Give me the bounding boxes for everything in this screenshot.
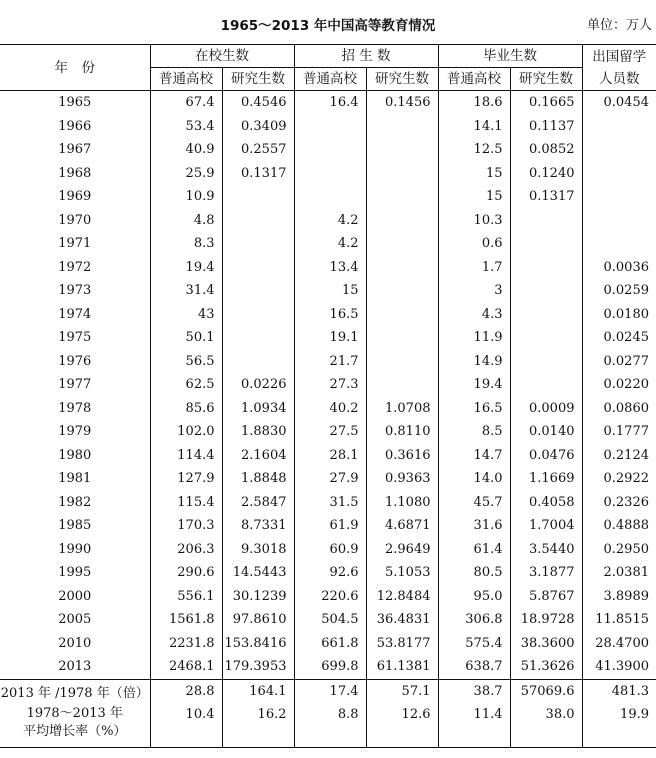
cell-value: 16.5 [438,397,510,421]
year-cell: 1990 [58,541,92,557]
year-cell: 1980 [58,447,92,463]
year-cell: 1970 [58,212,92,228]
cell-value: 5.8767 [510,585,582,609]
cell-value [222,232,294,256]
cell-value: 0.0860 [582,397,656,421]
cell-value: 12.5 [438,138,510,162]
table-row [0,538,656,562]
cell-value: 127.9 [150,467,222,491]
cell-value: 8.8 [294,703,366,748]
cell-value: 21.7 [294,350,366,374]
cell-value: 61.4 [438,538,510,562]
table-row [0,491,656,515]
cell-value: 15 [294,279,366,303]
cell-value: 1.7 [438,256,510,280]
table-row [0,115,656,139]
table-row [0,91,656,115]
cell-value: 97.8610 [222,608,294,632]
cell-value: 1.7004 [510,514,582,538]
cell-value: 0.1456 [366,91,438,115]
cell-value: 4.2 [294,209,366,233]
cell-value: 0.4546 [222,91,294,115]
cell-value: 0.0220 [582,373,656,397]
cell-value: 10.9 [150,185,222,209]
cell-value [582,138,656,162]
cell-value: 61.9 [294,514,366,538]
year-cell: 1985 [58,518,92,534]
year-cell: 1982 [58,494,92,510]
cell-value: 0.4058 [510,491,582,515]
cell-value: 0.2557 [222,138,294,162]
cell-value: 0.0140 [510,420,582,444]
cell-value: 11.9 [438,326,510,350]
cell-value [366,279,438,303]
table-row [0,632,656,656]
cell-value: 2.1604 [222,444,294,468]
cell-value: 28.8 [150,679,222,703]
cell-value: 10.3 [438,209,510,233]
cell-value: 0.1777 [582,420,656,444]
year-cell: 1974 [58,306,92,322]
cell-value [366,373,438,397]
cell-value: 27.5 [294,420,366,444]
subheader-regular: 普通高校 [294,68,366,91]
cell-value: 19.4 [150,256,222,280]
cell-value: 0.1240 [510,162,582,186]
table-row [0,608,656,632]
table-row [0,397,656,421]
year-cell: 1995 [58,565,92,581]
table-row [0,350,656,374]
cell-value: 27.9 [294,467,366,491]
ratio-row [0,679,656,703]
cell-value [222,326,294,350]
cell-value: 0.0454 [582,91,656,115]
cell-value: 14.5443 [222,561,294,585]
subheader-postgrad: 研究生数 [510,68,582,91]
cell-value: 556.1 [150,585,222,609]
row-label [0,703,150,748]
year-cell: 1976 [58,353,92,369]
cell-value: 3 [438,279,510,303]
education-table [0,44,656,748]
cell-value: 61.1381 [366,655,438,679]
cell-value: 41.3900 [582,655,656,679]
cell-value: 0.1317 [510,185,582,209]
cell-value: 19.4 [438,373,510,397]
cell-value: 14.7 [438,444,510,468]
year-cell: 2000 [58,588,92,604]
year-cell: 1979 [58,424,92,440]
cell-value: 12.8484 [366,585,438,609]
cell-value: 57.1 [366,679,438,703]
cell-value [510,303,582,327]
cell-value: 31.5 [294,491,366,515]
year-cell: 1978 [58,400,92,416]
cell-value: 4.2 [294,232,366,256]
cell-value: 67.4 [150,91,222,115]
cell-value: 102.0 [150,420,222,444]
cell-value [510,350,582,374]
cell-value: 45.7 [438,491,510,515]
cell-value: 4.8 [150,209,222,233]
year-header: 年 份 [0,45,150,91]
cell-value: 11.4 [438,703,510,748]
cell-value [366,209,438,233]
cell-value: 40.9 [150,138,222,162]
cell-value [510,279,582,303]
cell-value: 0.8110 [366,420,438,444]
cell-value: 27.3 [294,373,366,397]
subheader-postgrad: 研究生数 [222,68,294,91]
year-cell: 2005 [58,612,92,628]
cell-value: 481.3 [582,679,656,703]
table-row [0,585,656,609]
subheader-regular: 普通高校 [438,68,510,91]
cell-value [510,209,582,233]
year-cell: 1977 [58,377,92,393]
table-row [0,561,656,585]
cell-value: 0.0180 [582,303,656,327]
cell-value: 0.0245 [582,326,656,350]
cell-value: 28.1 [294,444,366,468]
abroad-header: 出国留学人员数 [582,45,656,91]
cell-value: 0.1137 [510,115,582,139]
year-cell: 1972 [58,259,92,275]
table-row [0,185,656,209]
year-cell: 1975 [58,330,92,346]
table-row [0,232,656,256]
cell-value [366,162,438,186]
cell-value: 53.4 [150,115,222,139]
cell-value: 15 [438,162,510,186]
table-row [0,279,656,303]
cell-value: 40.2 [294,397,366,421]
year-cell: 2010 [58,635,92,651]
cell-value: 31.4 [150,279,222,303]
table-row [0,514,656,538]
cell-value: 14.0 [438,467,510,491]
cell-value [294,138,366,162]
cell-value [222,279,294,303]
cell-value: 38.0 [510,703,582,748]
table-row [0,655,656,679]
year-cell: 1967 [58,142,92,158]
cell-value: 0.1665 [510,91,582,115]
cell-value: 0.0852 [510,138,582,162]
cell-value: 114.4 [150,444,222,468]
year-cell: 1971 [58,236,92,252]
cell-value [366,115,438,139]
table-row [0,162,656,186]
year-cell: 1966 [58,118,92,134]
cell-value: 290.6 [150,561,222,585]
cell-value: 504.5 [294,608,366,632]
cell-value [366,138,438,162]
cell-value: 0.6 [438,232,510,256]
table-row [0,303,656,327]
cell-value: 179.3953 [222,655,294,679]
cell-value: 220.6 [294,585,366,609]
cell-value: 80.5 [438,561,510,585]
cell-value: 18.6 [438,91,510,115]
cell-value: 53.8177 [366,632,438,656]
cell-value: 16.4 [294,91,366,115]
cell-value: 15 [438,185,510,209]
cell-value: 36.4831 [366,608,438,632]
cell-value [366,232,438,256]
cell-value: 10.4 [150,703,222,748]
cell-value [222,350,294,374]
cell-value [366,326,438,350]
year-cell: 1969 [58,189,92,205]
growth-row [0,703,656,748]
cell-value: 2.9649 [366,538,438,562]
cell-value: 16.2 [222,703,294,748]
cell-value: 9.3018 [222,538,294,562]
cell-value: 5.1053 [366,561,438,585]
table-row [0,467,656,491]
cell-value: 0.0226 [222,373,294,397]
cell-value: 4.3 [438,303,510,327]
table-title: 1965～2013 年中国高等教育情况 [220,18,436,34]
table-row [0,444,656,468]
cell-value: 0.0277 [582,350,656,374]
cell-value: 206.3 [150,538,222,562]
cell-value: 0.2326 [582,491,656,515]
cell-value: 0.4888 [582,514,656,538]
cell-value: 2.0381 [582,561,656,585]
cell-value: 31.6 [438,514,510,538]
cell-value: 4.6871 [366,514,438,538]
cell-value: 153.8416 [222,632,294,656]
table-row [0,138,656,162]
cell-value: 8.5 [438,420,510,444]
unit-label: 单位：万人 [586,18,652,33]
year-cell: 1981 [58,471,92,487]
cell-value [222,256,294,280]
cell-value: 1.0934 [222,397,294,421]
cell-value: 17.4 [294,679,366,703]
cell-value: 0.0036 [582,256,656,280]
table-row [0,209,656,233]
cell-value [582,232,656,256]
year-cell: 1968 [58,165,92,181]
cell-value [222,185,294,209]
cell-value: 51.3626 [510,655,582,679]
table-row [0,373,656,397]
cell-value: 38.7 [438,679,510,703]
cell-value: 95.0 [438,585,510,609]
cell-value: 0.0476 [510,444,582,468]
cell-value: 11.8515 [582,608,656,632]
cell-value: 2468.1 [150,655,222,679]
cell-value [510,232,582,256]
cell-value: 0.3409 [222,115,294,139]
year-cell: 2013 [58,659,92,675]
cell-value: 3.1877 [510,561,582,585]
graduates-header: 毕业生数 [438,45,582,68]
cell-value: 92.6 [294,561,366,585]
cell-value: 661.8 [294,632,366,656]
row-label: 2013 年 /1978 年（倍） [0,679,150,703]
cell-value: 170.3 [150,514,222,538]
cell-value: 38.3600 [510,632,582,656]
cell-value: 28.4700 [582,632,656,656]
cell-value [366,256,438,280]
cell-value: 14.9 [438,350,510,374]
cell-value: 3.5440 [510,538,582,562]
cell-value: 1.1669 [510,467,582,491]
cell-value: 1.0708 [366,397,438,421]
cell-value [582,115,656,139]
cell-value: 25.9 [150,162,222,186]
table-row [0,326,656,350]
cell-value: 1.1080 [366,491,438,515]
cell-value: 8.7331 [222,514,294,538]
cell-value [510,326,582,350]
cell-value [294,185,366,209]
cell-value: 12.6 [366,703,438,748]
cell-value [510,256,582,280]
cell-value [222,209,294,233]
cell-value: 43 [150,303,222,327]
cell-value: 60.9 [294,538,366,562]
row-label-line2: 平均增长率（%） [23,724,127,739]
cell-value: 16.5 [294,303,366,327]
cell-value [582,162,656,186]
cell-value [366,185,438,209]
cell-value: 2231.8 [150,632,222,656]
cell-value: 8.3 [150,232,222,256]
cell-value: 575.4 [438,632,510,656]
year-cell: 1973 [58,283,92,299]
table-row [0,420,656,444]
cell-value: 0.2922 [582,467,656,491]
cell-value [510,373,582,397]
year-cell: 1965 [58,95,92,111]
cell-value: 1.8848 [222,467,294,491]
cell-value: 57069.6 [510,679,582,703]
cell-value: 0.2124 [582,444,656,468]
cell-value: 638.7 [438,655,510,679]
cell-value [366,303,438,327]
cell-value: 0.1317 [222,162,294,186]
cell-value: 13.4 [294,256,366,280]
cell-value: 0.0009 [510,397,582,421]
cell-value: 14.1 [438,115,510,139]
cell-value [222,303,294,327]
subheader-regular: 普通高校 [150,68,222,91]
cell-value [366,350,438,374]
enrolled-header: 在校生数 [150,45,294,68]
table-row [0,256,656,280]
cell-value: 699.8 [294,655,366,679]
cell-value: 164.1 [222,679,294,703]
admissions-header: 招 生 数 [294,45,438,68]
cell-value: 18.9728 [510,608,582,632]
cell-value: 56.5 [150,350,222,374]
cell-value [582,185,656,209]
row-label-line1: 1978～2013 年 [26,706,123,721]
cell-value: 50.1 [150,326,222,350]
cell-value: 306.8 [438,608,510,632]
cell-value: 62.5 [150,373,222,397]
cell-value: 85.6 [150,397,222,421]
cell-value: 1561.8 [150,608,222,632]
cell-value: 30.1239 [222,585,294,609]
subheader-postgrad: 研究生数 [366,68,438,91]
cell-value: 19.1 [294,326,366,350]
cell-value: 115.4 [150,491,222,515]
cell-value [294,162,366,186]
cell-value: 0.0259 [582,279,656,303]
cell-value: 0.2950 [582,538,656,562]
cell-value: 0.9363 [366,467,438,491]
cell-value [294,115,366,139]
cell-value: 0.3616 [366,444,438,468]
cell-value: 2.5847 [222,491,294,515]
cell-value: 3.8989 [582,585,656,609]
cell-value: 19.9 [582,703,656,748]
cell-value: 1.8830 [222,420,294,444]
cell-value [582,209,656,233]
